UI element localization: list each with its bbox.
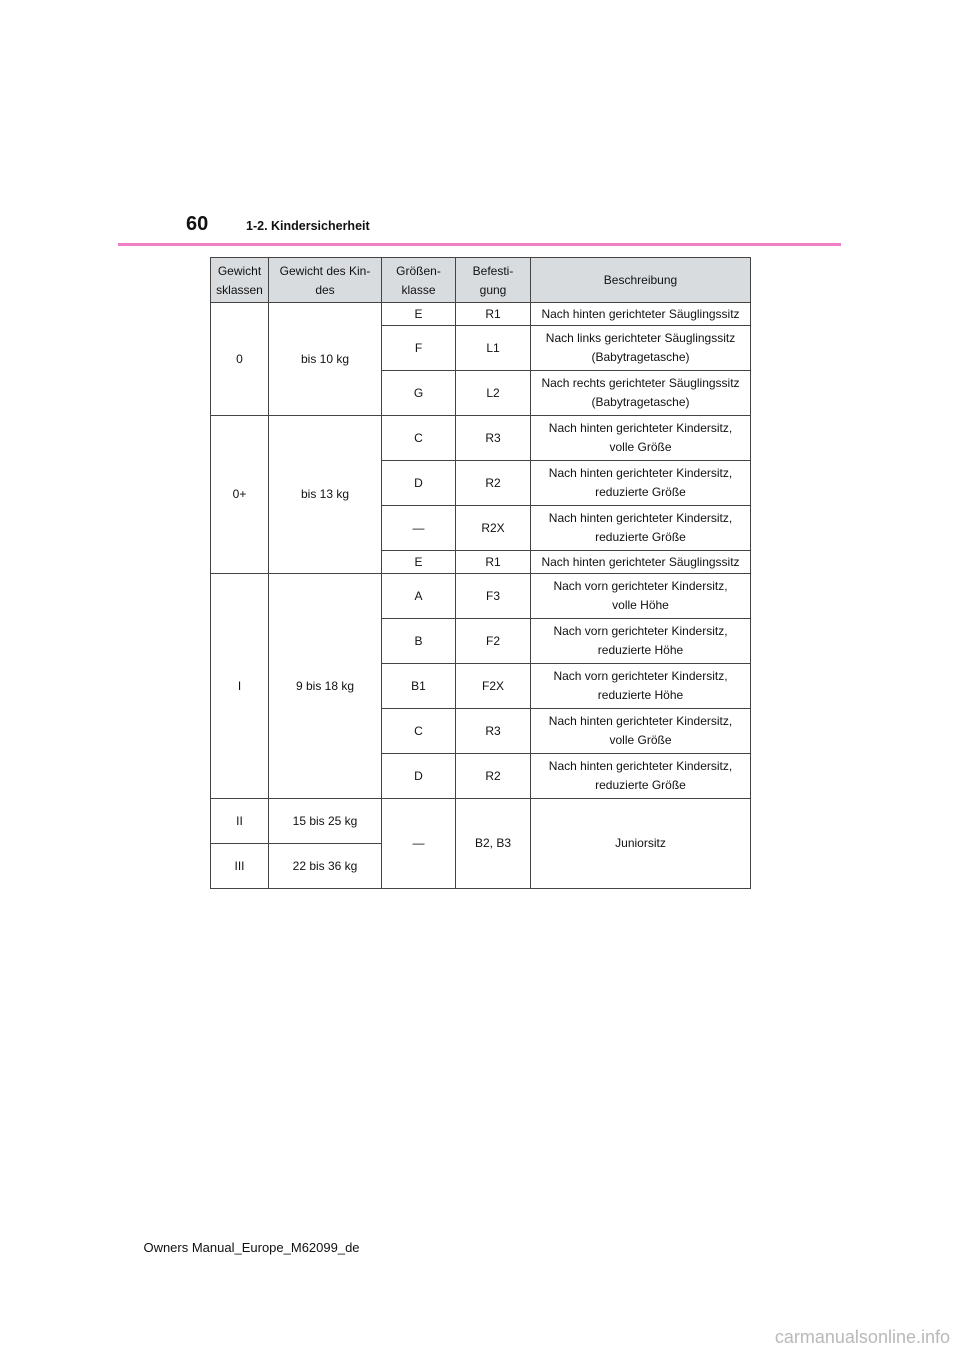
header-divider (118, 243, 841, 246)
size-class-cell: A (382, 574, 456, 619)
description-cell (531, 709, 751, 754)
mounting-cell: F2 (456, 619, 531, 664)
header-label: Befesti- (472, 264, 514, 278)
description-line: reduzierte Größe (595, 530, 686, 544)
description-line: Nach hinten gerichteter Kindersitz, (548, 759, 733, 773)
description-cell (531, 506, 751, 551)
description-line: Nach hinten gerichteter Säuglingssitz (541, 554, 740, 569)
description-line: reduzierte Größe (595, 485, 686, 499)
description-line: Nach vorn gerichteter Kindersitz, (553, 579, 728, 593)
mounting-cell: R1 (456, 303, 531, 326)
mounting-header (456, 258, 531, 303)
description-line: volle Größe (609, 440, 672, 454)
weight-class-header (211, 258, 269, 303)
description-cell (531, 416, 751, 461)
mounting-cell: R3 (456, 416, 531, 461)
description-cell (531, 619, 751, 664)
description-cell (531, 551, 751, 574)
table-row (211, 416, 751, 461)
description-line: Nach hinten gerichteter Säuglingssitz (541, 306, 740, 321)
mounting-cell: B2, B3 (456, 799, 531, 889)
size-class-cell: C (382, 416, 456, 461)
header-label: des (315, 283, 335, 297)
weight-class-cell: III (211, 844, 269, 889)
header-label: gung (479, 283, 507, 297)
size-class-header (382, 258, 456, 303)
description-line: volle Höhe (612, 598, 669, 612)
child-weight-cell: 22 bis 36 kg (269, 844, 382, 889)
mounting-cell: F2X (456, 664, 531, 709)
size-class-cell: D (382, 461, 456, 506)
size-class-cell: F (382, 326, 456, 371)
weight-class-cell: I (211, 574, 269, 799)
description-line: Nach links gerichteter Säuglingssitz (545, 331, 736, 345)
description-line: Nach vorn gerichteter Kindersitz, (553, 624, 728, 638)
description-line: (Babytragetasche) (591, 395, 690, 409)
size-class-cell: B1 (382, 664, 456, 709)
header-label: Gewicht des Kin- (279, 264, 371, 278)
description-line: Nach hinten gerichteter Kindersitz, (548, 714, 733, 728)
weight-class-cell: 0 (211, 303, 269, 416)
size-class-cell: — (382, 506, 456, 551)
description-cell (531, 303, 751, 326)
table-row (211, 799, 751, 844)
mounting-cell: R1 (456, 551, 531, 574)
header-label: sklassen (216, 283, 263, 297)
size-class-cell: E (382, 303, 456, 326)
description-cell (531, 754, 751, 799)
header-label: Gewicht (217, 264, 262, 278)
table-row (211, 574, 751, 619)
table-row (211, 303, 751, 326)
mounting-cell: F3 (456, 574, 531, 619)
description-cell (531, 664, 751, 709)
table-header-row (211, 258, 751, 303)
description-cell: Juniorsitz (531, 799, 751, 889)
header-label: Beschreibung (603, 272, 678, 287)
child-weight-header (269, 258, 382, 303)
size-class-cell: B (382, 619, 456, 664)
weight-class-cell: II (211, 799, 269, 844)
description-line: Nach vorn gerichteter Kindersitz, (553, 669, 728, 683)
section-title: 1-2. Kindersicherheit (246, 219, 370, 233)
description-cell (531, 461, 751, 506)
mounting-cell: R2 (456, 461, 531, 506)
description-line: Nach rechts gerichteter Säuglingssitz (541, 376, 740, 390)
manual-id: Owners Manual_Europe_M62099_de (143, 1240, 360, 1255)
description-cell (531, 371, 751, 416)
child-weight-cell: bis 13 kg (269, 416, 382, 574)
size-class-cell: D (382, 754, 456, 799)
watermark: carmanualsonline.info (774, 1327, 950, 1347)
size-class-cell: E (382, 551, 456, 574)
size-class-cell: C (382, 709, 456, 754)
size-class-cell: G (382, 371, 456, 416)
mounting-cell: R2 (456, 754, 531, 799)
table-body (211, 303, 751, 889)
weight-class-cell: 0+ (211, 416, 269, 574)
description-cell (531, 326, 751, 371)
description-line: reduzierte Höhe (597, 688, 684, 702)
size-class-cell: — (382, 799, 456, 889)
page-number: 60 (186, 213, 209, 235)
child-weight-cell: bis 10 kg (269, 303, 382, 416)
mounting-cell: L1 (456, 326, 531, 371)
mounting-cell: L2 (456, 371, 531, 416)
child-weight-cell: 15 bis 25 kg (269, 799, 382, 844)
description-line: Nach hinten gerichteter Kindersitz, (548, 421, 733, 435)
description-line: (Babytragetasche) (591, 350, 690, 364)
mounting-cell: R3 (456, 709, 531, 754)
description-line: reduzierte Höhe (597, 643, 684, 657)
child-seat-table (210, 257, 751, 889)
header-label: Größen- (396, 264, 441, 278)
description-line: volle Größe (609, 733, 672, 747)
header-label: klasse (401, 283, 436, 297)
mounting-cell: R2X (456, 506, 531, 551)
description-line: Nach hinten gerichteter Kindersitz, (548, 466, 733, 480)
description-line: reduzierte Größe (595, 778, 686, 792)
child-weight-cell: 9 bis 18 kg (269, 574, 382, 799)
description-cell (531, 574, 751, 619)
description-line: Nach hinten gerichteter Kindersitz, (548, 511, 733, 525)
description-header (531, 258, 751, 303)
